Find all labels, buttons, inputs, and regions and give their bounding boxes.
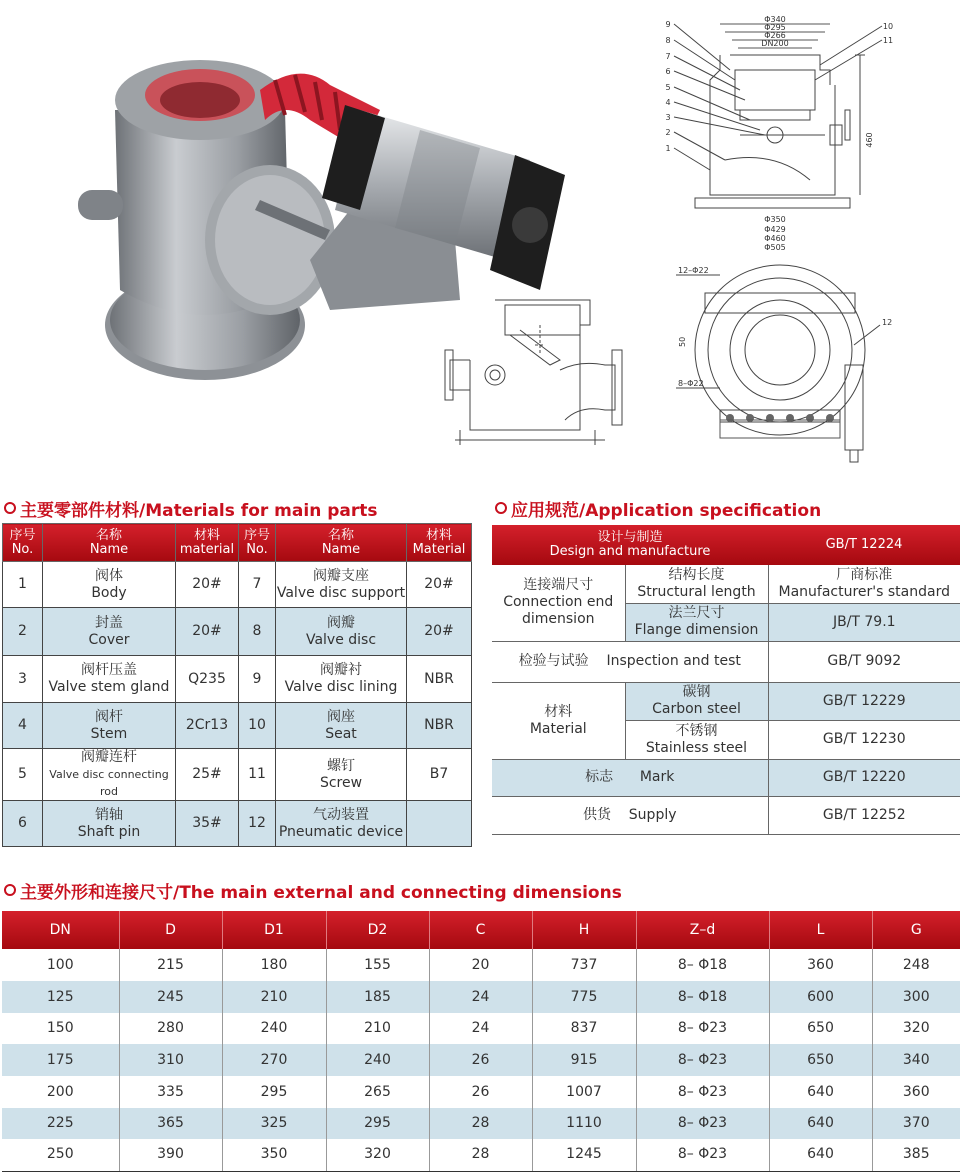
table-row bbox=[2, 981, 960, 1013]
application-heading bbox=[495, 496, 821, 521]
table-cell: 1007 bbox=[532, 1076, 636, 1108]
part-no: 11 bbox=[239, 749, 276, 801]
name-cn: 阀座 bbox=[327, 708, 355, 725]
part-number: 8 bbox=[665, 36, 671, 45]
table-cell: 8– Φ23 bbox=[636, 1108, 769, 1139]
table-cell: 1110 bbox=[532, 1108, 636, 1139]
mark-label bbox=[492, 759, 768, 796]
col-header-no bbox=[239, 524, 276, 562]
inspection-label bbox=[492, 641, 768, 682]
table-cell: 350 bbox=[222, 1139, 326, 1171]
table-cell: 340 bbox=[872, 1044, 960, 1076]
valve-front-drawing bbox=[650, 10, 920, 265]
col-header: D2 bbox=[326, 911, 429, 949]
header-en: Name bbox=[89, 541, 129, 557]
materials-heading-text: 主要零部件材料/Materials for main parts bbox=[20, 501, 378, 521]
name-cn: 阀瓣连杆 bbox=[81, 749, 137, 765]
table-cell: 280 bbox=[119, 1013, 222, 1044]
name-en: Seat bbox=[325, 725, 357, 742]
part-no: 6 bbox=[3, 801, 43, 847]
col-header: Z–d bbox=[636, 911, 769, 949]
col-header: D bbox=[119, 911, 222, 949]
table-cell: 320 bbox=[872, 1013, 960, 1044]
table-row bbox=[492, 565, 960, 603]
header-cn: 名称 bbox=[327, 527, 354, 543]
table-cell: 155 bbox=[326, 949, 429, 981]
table-cell: 270 bbox=[222, 1044, 326, 1076]
part-no: 1 bbox=[3, 562, 43, 608]
table-cell: 600 bbox=[769, 981, 872, 1013]
col-header: L bbox=[769, 911, 872, 949]
header-en: No. bbox=[11, 541, 34, 557]
name-cn: 阀瓣衬 bbox=[320, 662, 362, 678]
part-name bbox=[276, 801, 407, 847]
part-no: 10 bbox=[239, 703, 276, 749]
col-header-material bbox=[176, 524, 239, 562]
table-cell: 325 bbox=[222, 1108, 326, 1139]
col-header-material bbox=[407, 524, 472, 562]
part-material: NBR bbox=[407, 656, 472, 703]
part-material: NBR bbox=[407, 703, 472, 749]
materials-header-row bbox=[3, 524, 472, 562]
name-en: Body bbox=[91, 584, 127, 601]
design-row bbox=[492, 525, 960, 565]
dimensions-heading bbox=[4, 878, 622, 903]
table-cell: 250 bbox=[2, 1139, 119, 1171]
part-number: 2 bbox=[665, 128, 671, 137]
part-material: B7 bbox=[407, 749, 472, 801]
table-cell: 125 bbox=[2, 981, 119, 1013]
table-row bbox=[2, 1076, 960, 1108]
table-row bbox=[3, 656, 472, 703]
label-en: Inspection and test bbox=[606, 653, 741, 669]
supply-standard: GB/T 12252 bbox=[768, 796, 960, 834]
table-cell: 150 bbox=[46, 1020, 74, 1036]
table-cell: 915 bbox=[532, 1044, 636, 1076]
table-row bbox=[3, 801, 472, 847]
dim-label: 460 bbox=[865, 132, 874, 148]
table-cell: 28 bbox=[429, 1139, 532, 1171]
table-cell: 360 bbox=[769, 949, 872, 981]
table-cell: 8– Φ23 bbox=[636, 1044, 769, 1076]
table-cell: 210 bbox=[222, 981, 326, 1013]
part-no: 12 bbox=[239, 801, 276, 847]
dim-label: Φ429 bbox=[764, 225, 786, 234]
part-number: 10 bbox=[882, 22, 894, 31]
table-cell: 370 bbox=[872, 1108, 960, 1139]
label-cn: 不锈钢 bbox=[675, 722, 718, 739]
material-label bbox=[492, 682, 625, 759]
name-en: Stem bbox=[90, 725, 128, 742]
table-row bbox=[492, 682, 960, 720]
connection-label bbox=[492, 565, 625, 641]
table-cell: 335 bbox=[119, 1076, 222, 1108]
header-cn: 序号 bbox=[9, 527, 36, 543]
label-cn: 法兰尺寸 bbox=[668, 605, 725, 621]
part-number: 5 bbox=[665, 83, 671, 92]
label-cn: 连接端尺寸 bbox=[523, 577, 594, 594]
table-cell: 8– Φ18 bbox=[636, 981, 769, 1013]
header-en: No. bbox=[246, 541, 268, 557]
mark-standard: GB/T 12220 bbox=[768, 759, 960, 796]
valve-section-drawing bbox=[440, 290, 640, 450]
part-material: 2Cr13 bbox=[176, 703, 239, 749]
table-row bbox=[492, 759, 960, 796]
table-cell: 390 bbox=[119, 1139, 222, 1171]
table-cell: 310 bbox=[119, 1044, 222, 1076]
table-cell: 650 bbox=[769, 1013, 872, 1044]
table-cell: 8– Φ23 bbox=[636, 1013, 769, 1044]
part-material: 35# bbox=[176, 801, 239, 847]
table-cell: 225 bbox=[2, 1108, 119, 1139]
bullet-icon bbox=[4, 502, 16, 514]
table-cell: 360 bbox=[872, 1076, 960, 1108]
name-cn: 销轴 bbox=[95, 806, 123, 823]
table-cell: 180 bbox=[222, 949, 326, 981]
part-name bbox=[43, 656, 176, 703]
label-en: Carbon steel bbox=[652, 701, 741, 717]
label-en: Material bbox=[529, 720, 587, 737]
dimensions-header-row bbox=[2, 911, 960, 949]
part-material: 20# bbox=[407, 562, 472, 608]
name-en: Shaft pin bbox=[77, 823, 141, 840]
col-header-name bbox=[276, 524, 407, 562]
part-name bbox=[276, 703, 407, 749]
part-name bbox=[43, 801, 176, 847]
header-en: material bbox=[179, 541, 235, 557]
part-number: 4 bbox=[665, 98, 671, 107]
part-material: 20# bbox=[176, 608, 239, 656]
table-row bbox=[3, 562, 472, 608]
table-cell: 100 bbox=[46, 956, 74, 973]
part-name bbox=[276, 608, 407, 656]
stainless-label bbox=[625, 720, 768, 759]
dim-label: 8–Φ22 bbox=[678, 379, 704, 388]
label-en: Connection end dimension bbox=[503, 594, 614, 628]
bullet-icon bbox=[495, 502, 507, 514]
carbon-label bbox=[625, 682, 768, 720]
part-name bbox=[43, 562, 176, 608]
flange-label bbox=[625, 603, 768, 641]
part-number: 11 bbox=[882, 36, 894, 45]
header-cn: 名称 bbox=[95, 527, 122, 543]
dim-label: Φ340 bbox=[764, 15, 786, 24]
header-cn: 序号 bbox=[243, 527, 270, 543]
table-cell: 20 bbox=[429, 949, 532, 981]
col-header: D1 bbox=[222, 911, 326, 949]
table-cell: 640 bbox=[769, 1076, 872, 1108]
table-cell: 185 bbox=[326, 981, 429, 1013]
table-cell: 26 bbox=[429, 1044, 532, 1076]
label-cn: 检验与试验 bbox=[518, 653, 589, 669]
col-header: C bbox=[429, 911, 532, 949]
bullet-icon bbox=[4, 884, 16, 896]
table-cell: 24 bbox=[429, 1013, 532, 1044]
table-row bbox=[2, 1013, 960, 1044]
part-name bbox=[43, 749, 176, 801]
table-cell: 26 bbox=[429, 1076, 532, 1108]
table-cell: 295 bbox=[222, 1076, 326, 1108]
label-cn: 标志 bbox=[585, 769, 614, 785]
table-cell: 775 bbox=[532, 981, 636, 1013]
part-no: 8 bbox=[239, 608, 276, 656]
part-name bbox=[276, 562, 407, 608]
table-cell: 365 bbox=[119, 1108, 222, 1139]
table-cell: 248 bbox=[872, 949, 960, 981]
label-en: Supply bbox=[628, 806, 677, 823]
name-cn: 阀杆压盖 bbox=[81, 662, 137, 678]
dim-label: 12–Φ22 bbox=[678, 266, 709, 275]
table-row bbox=[492, 641, 960, 682]
table-cell: 837 bbox=[532, 1013, 636, 1044]
part-name bbox=[43, 703, 176, 749]
part-material: 20# bbox=[176, 562, 239, 608]
dimensions-heading-text: 主要外形和连接尺寸/The main external and connecting dimensions bbox=[20, 883, 622, 903]
table-row bbox=[3, 608, 472, 656]
table-cell: 737 bbox=[532, 949, 636, 981]
name-cn: 阀瓣支座 bbox=[313, 567, 369, 584]
name-cn: 阀杆 bbox=[95, 708, 123, 725]
part-no: 3 bbox=[3, 656, 43, 703]
table-cell: 320 bbox=[326, 1139, 429, 1171]
application-table bbox=[492, 525, 960, 835]
header-en: Name bbox=[321, 541, 361, 557]
table-cell: 8– Φ18 bbox=[636, 949, 769, 981]
supply-label bbox=[492, 796, 768, 834]
table-cell: 200 bbox=[46, 1083, 74, 1100]
table-cell: 265 bbox=[326, 1076, 429, 1108]
table-row bbox=[492, 796, 960, 834]
label-cn: 结构长度 bbox=[668, 566, 725, 583]
dim-label: Φ266 bbox=[764, 31, 786, 40]
structural-standard bbox=[768, 565, 960, 603]
part-number: 12 bbox=[882, 318, 893, 327]
part-no: 9 bbox=[239, 656, 276, 703]
label-cn: 碳钢 bbox=[682, 684, 711, 700]
name-en: Valve disc connecting rod bbox=[49, 768, 169, 798]
part-number: 3 bbox=[665, 113, 671, 122]
part-number: 9 bbox=[665, 20, 671, 29]
part-no: 4 bbox=[3, 703, 43, 749]
name-cn: 螺钉 bbox=[327, 757, 355, 774]
header-cn: 材料 bbox=[425, 527, 452, 543]
part-material: 25# bbox=[176, 749, 239, 801]
part-number: 1 bbox=[665, 144, 671, 153]
name-en: Valve disc support bbox=[276, 584, 406, 601]
part-material: Q235 bbox=[176, 656, 239, 703]
name-cn: 气动装置 bbox=[313, 806, 369, 823]
name-cn: 阀体 bbox=[95, 567, 123, 584]
design-header bbox=[492, 525, 768, 565]
table-cell: 175 bbox=[2, 1044, 119, 1076]
table-row bbox=[2, 949, 960, 981]
table-cell: 640 bbox=[769, 1139, 872, 1171]
table-cell: 300 bbox=[872, 981, 960, 1013]
table-row bbox=[3, 703, 472, 749]
carbon-standard: GB/T 12229 bbox=[768, 682, 960, 720]
design-standard: GB/T 12224 bbox=[768, 525, 960, 565]
label-en: Stainless steel bbox=[645, 739, 748, 756]
name-cn: 封盖 bbox=[95, 614, 123, 631]
part-name bbox=[43, 608, 176, 656]
name-en: Valve stem gland bbox=[48, 679, 170, 695]
application-heading-text: 应用规范/Application specification bbox=[511, 501, 822, 521]
table-row bbox=[3, 749, 472, 801]
part-name bbox=[276, 749, 407, 801]
name-cn: 阀瓣 bbox=[327, 614, 355, 631]
structural-label bbox=[625, 565, 768, 603]
label-cn: 材料 bbox=[544, 703, 573, 720]
table-cell: 240 bbox=[222, 1013, 326, 1044]
col-header: H bbox=[532, 911, 636, 949]
name-en: Cover bbox=[88, 631, 130, 648]
table-row bbox=[2, 1139, 960, 1171]
table-row bbox=[2, 1108, 960, 1139]
header-cn: 材料 bbox=[193, 527, 220, 543]
col-header: DN bbox=[2, 911, 119, 949]
part-material: 20# bbox=[407, 608, 472, 656]
name-en: Pneumatic device bbox=[278, 823, 404, 840]
name-en: Screw bbox=[319, 774, 363, 791]
design-cn: 设计与制造 bbox=[597, 530, 663, 545]
dim-label: Φ295 bbox=[764, 23, 786, 32]
part-name bbox=[276, 656, 407, 703]
design-en: Design and manufacture bbox=[549, 544, 711, 559]
col-header-name bbox=[43, 524, 176, 562]
table-cell: 240 bbox=[326, 1044, 429, 1076]
dim-label: DN200 bbox=[761, 39, 789, 48]
table-cell: 215 bbox=[119, 949, 222, 981]
dimensions-table bbox=[2, 911, 960, 1172]
table-cell: 295 bbox=[326, 1108, 429, 1139]
name-en: Valve disc lining bbox=[284, 679, 398, 695]
col-header-no bbox=[3, 524, 43, 562]
table-cell: 210 bbox=[326, 1013, 429, 1044]
part-number: 7 bbox=[665, 52, 671, 61]
table-cell: 385 bbox=[872, 1139, 960, 1171]
table-cell: 28 bbox=[429, 1108, 532, 1139]
valve-top-drawing bbox=[660, 255, 930, 470]
stainless-standard: GB/T 12230 bbox=[768, 720, 960, 759]
dim-label: 50 bbox=[678, 336, 687, 347]
materials-table bbox=[2, 523, 472, 847]
std-cn: 厂商标准 bbox=[836, 566, 893, 583]
dim-label: Φ350 bbox=[764, 215, 786, 224]
dim-label: Φ460 bbox=[764, 234, 786, 243]
table-cell: 24 bbox=[429, 981, 532, 1013]
part-no: 5 bbox=[3, 749, 43, 801]
part-material bbox=[407, 801, 472, 847]
table-cell: 1245 bbox=[532, 1139, 636, 1171]
label-en: Flange dimension bbox=[634, 622, 759, 638]
inspection-standard: GB/T 9092 bbox=[768, 641, 960, 682]
part-no: 2 bbox=[3, 608, 43, 656]
std-en: Manufacturer's standard bbox=[778, 583, 950, 600]
table-row bbox=[2, 1044, 960, 1076]
dim-label: Φ505 bbox=[764, 243, 786, 252]
table-cell: 650 bbox=[769, 1044, 872, 1076]
materials-heading bbox=[4, 496, 377, 521]
col-header: G bbox=[872, 911, 960, 949]
part-number: 6 bbox=[665, 67, 671, 76]
table-cell: 8– Φ23 bbox=[636, 1076, 769, 1108]
label-en: Structural length bbox=[637, 583, 756, 600]
label-en: Mark bbox=[639, 769, 675, 785]
label-cn: 供货 bbox=[582, 806, 611, 823]
table-cell: 8– Φ23 bbox=[636, 1139, 769, 1171]
table-cell: 245 bbox=[119, 981, 222, 1013]
part-no: 7 bbox=[239, 562, 276, 608]
name-en: Valve disc bbox=[305, 631, 377, 648]
flange-standard: JB/T 79.1 bbox=[768, 603, 960, 641]
header-en: Material bbox=[412, 541, 466, 557]
table-cell: 640 bbox=[769, 1108, 872, 1139]
